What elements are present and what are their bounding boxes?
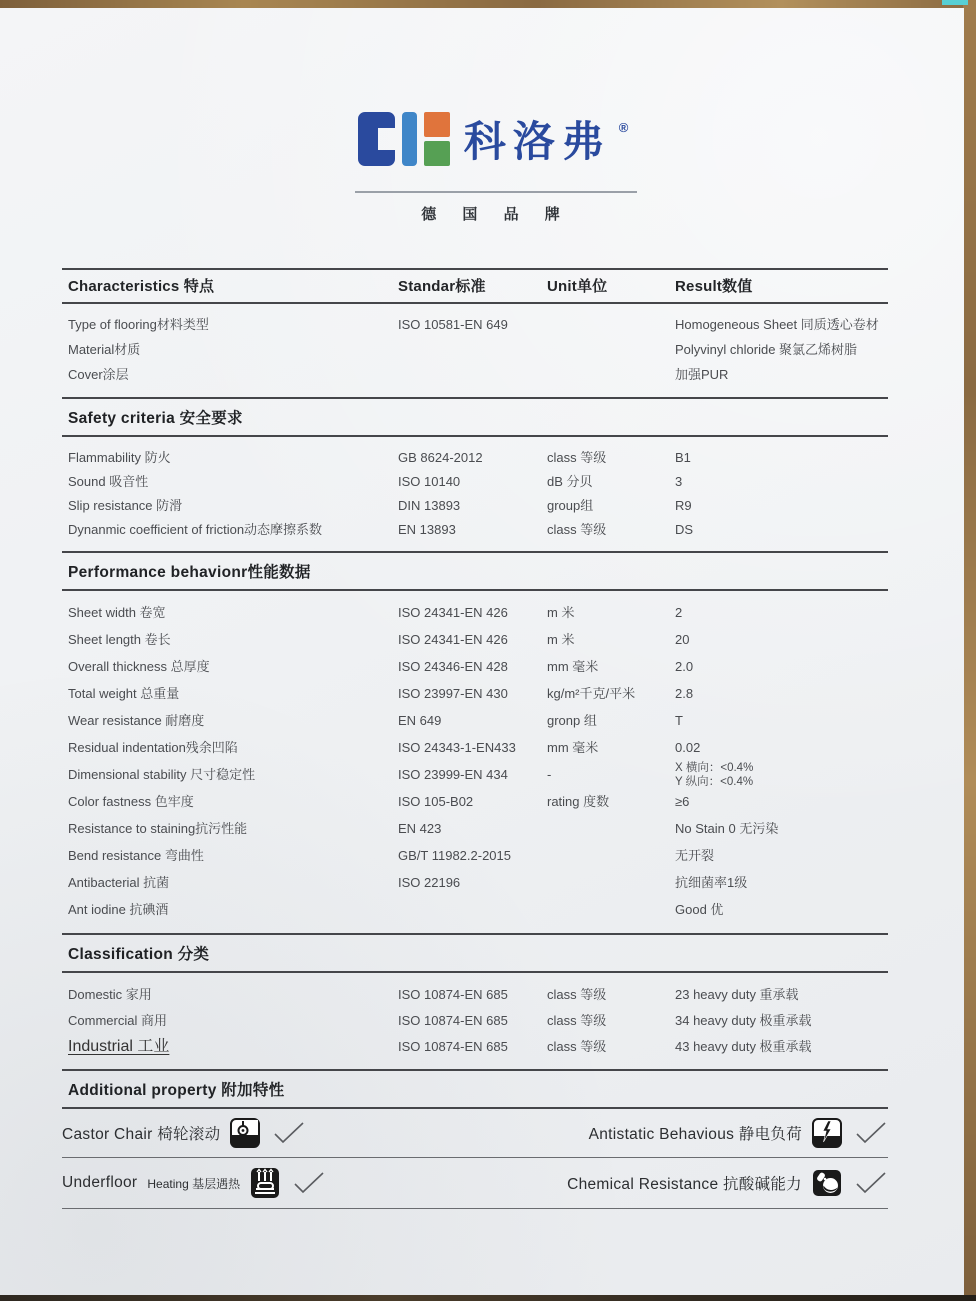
row-result (675, 762, 888, 788)
checkmark-icon (854, 1121, 888, 1145)
antistatic-label: Antistatic Behavious 静电负荷 (588, 1126, 802, 1143)
brand-logo (14, 112, 976, 224)
row-name: Total weight 总重量 (68, 686, 180, 702)
table-row (62, 654, 888, 681)
underfloor-heating-icon (250, 1167, 280, 1199)
chemical-resistance-icon (812, 1169, 842, 1197)
section-title-performance: Performance behavionr性能数据 (68, 564, 311, 581)
section-general (62, 304, 888, 397)
row-standard: ISO 24343-1-EN433 (398, 740, 516, 756)
table-row (62, 494, 888, 518)
col-header-standard: Standar标准 (398, 278, 486, 295)
table-row (62, 762, 888, 789)
table-background-bottom (0, 1295, 976, 1301)
row-standard: DIN 13893 (398, 497, 461, 513)
antistatic-item (589, 1109, 888, 1157)
table-row (62, 363, 888, 388)
row-name: Sheet length 卷长 (68, 632, 171, 648)
table-row (62, 870, 888, 897)
additional-row-2 (62, 1158, 888, 1208)
table-row (62, 1008, 888, 1034)
row-result: 2 (675, 605, 683, 621)
row-result: 3 (675, 473, 683, 489)
row-standard: ISO 105-B02 (398, 794, 474, 810)
castor-chair-label: Castor Chair 椅轮滚动 (62, 1126, 221, 1143)
table-row (62, 735, 888, 762)
row-standard: ISO 10874-EN 685 (398, 1012, 508, 1028)
row-name: Overall thickness 总厚度 (68, 659, 210, 675)
checkmark-icon (854, 1171, 888, 1195)
table-row (62, 789, 888, 816)
row-name: Material材质 (68, 342, 141, 358)
row-result: 加强PUR (675, 367, 729, 383)
table-row (62, 1034, 888, 1060)
row-name: Industrial 工业 (68, 1037, 170, 1055)
rule-bottom (62, 1208, 888, 1209)
row-name: Commercial 商用 (68, 1012, 167, 1028)
row-result: 43 heavy duty 极重承载 (675, 1038, 812, 1054)
table-row (62, 600, 888, 627)
registered-mark: ® (618, 120, 629, 135)
row-unit: mm 毫米 (547, 659, 599, 675)
row-name: Wear resistance 耐磨度 (68, 713, 205, 729)
row-standard: ISO 23997-EN 430 (398, 686, 508, 702)
row-result: ≥6 (675, 794, 690, 810)
chemical-resistance-label: Chemical Resistance 抗酸碱能力 (567, 1176, 802, 1193)
row-result: 23 heavy duty 重承载 (675, 986, 799, 1002)
table-row (62, 816, 888, 843)
row-unit: kg/m²千克/平米 (547, 686, 636, 702)
table-row (62, 627, 888, 654)
section-title-additional: Additional property 附加特性 (68, 1082, 285, 1099)
row-unit: gronp 组 (547, 713, 597, 729)
row-name: Flammability 防火 (68, 449, 171, 465)
table-row (62, 518, 888, 542)
row-name: Sheet width 卷宽 (68, 605, 166, 621)
underfloor-heating-label-small: Heating 基层遇热 (147, 1176, 241, 1191)
table-row (62, 708, 888, 735)
row-result: 20 (675, 632, 690, 648)
table-row (62, 470, 888, 494)
row-standard: ISO 10581-EN 649 (398, 317, 508, 333)
table-row (62, 313, 888, 338)
table-row (62, 897, 888, 924)
row-result: 2.0 (675, 659, 694, 675)
row-standard: ISO 10874-EN 685 (398, 986, 508, 1002)
row-standard: ISO 10874-EN 685 (398, 1038, 508, 1054)
row-result: 无开裂 (675, 848, 715, 864)
row-result: Good 优 (675, 902, 724, 918)
row-unit: mm 毫米 (547, 740, 599, 756)
row-unit: class 等级 (547, 986, 607, 1002)
row-unit: class 等级 (547, 449, 607, 465)
row-unit: m 米 (547, 605, 575, 621)
row-standard: EN 13893 (398, 521, 456, 537)
row-result: Polyvinyl chloride 聚氯乙烯树脂 (675, 342, 858, 358)
checkmark-icon (292, 1171, 326, 1195)
row-standard: GB 8624-2012 (398, 449, 483, 465)
spec-sheet-paper (0, 8, 964, 1296)
row-name: Antibacterial 抗菌 (68, 875, 170, 891)
castor-chair-icon (230, 1118, 260, 1148)
row-name: Sound 吸音性 (68, 473, 149, 489)
row-standard: ISO 24341-EN 426 (398, 605, 508, 621)
row-unit: m 米 (547, 632, 575, 648)
section-title-safety: Safety criteria 安全要求 (68, 410, 243, 427)
table-row (62, 982, 888, 1008)
table-header-row (62, 270, 888, 302)
row-name: Residual indentation残余凹陷 (68, 740, 238, 756)
row-unit: class 等级 (547, 521, 607, 537)
row-name: Bend resistance 弯曲性 (68, 848, 204, 864)
section-classification (62, 973, 888, 1069)
row-standard: EN 423 (398, 821, 442, 837)
section-performance (62, 591, 888, 933)
row-result: 抗细菌率1级 (675, 875, 748, 891)
row-standard: EN 649 (398, 713, 442, 729)
row-unit: class 等级 (547, 1012, 607, 1028)
checkmark-icon (272, 1121, 306, 1145)
row-result: 2.8 (675, 686, 694, 702)
spec-table (62, 268, 888, 1209)
row-name: Cover涂层 (68, 367, 129, 383)
castor-chair-item (62, 1109, 306, 1157)
row-name: Resistance to staining抗污性能 (68, 821, 248, 837)
row-standard: ISO 23999-EN 434 (398, 767, 508, 783)
row-standard: GB/T 11982.2-2015 (398, 848, 511, 864)
brand-name-cn: 科洛弗 (463, 117, 611, 165)
section-safety (62, 437, 888, 551)
row-unit: class 等级 (547, 1038, 607, 1054)
result-line-y: Y 纵向：<0.4% (675, 775, 754, 788)
row-unit: - (547, 767, 552, 783)
chemical-resistance-item (567, 1160, 888, 1206)
underfloor-heating-item (62, 1158, 326, 1208)
row-result: Homogeneous Sheet 同质透心卷材 (675, 317, 879, 333)
row-result: R9 (675, 497, 692, 513)
row-standard: ISO 24341-EN 426 (398, 632, 508, 648)
row-name: Slip resistance 防滑 (68, 497, 183, 513)
row-name: Color fastness 色牢度 (68, 794, 194, 810)
col-header-result: Result数值 (675, 278, 753, 295)
row-result: B1 (675, 449, 691, 465)
row-name: Type of flooring材料类型 (68, 317, 209, 333)
row-standard: ISO 10140 (398, 473, 461, 489)
additional-row-1 (62, 1109, 888, 1157)
row-result: No Stain 0 无污染 (675, 821, 779, 837)
row-result: 0.02 (675, 740, 701, 756)
background-sliver (942, 0, 968, 5)
brand-logo-icon (358, 112, 450, 171)
underfloor-heating-label: Underfloor (62, 1174, 138, 1191)
row-unit: rating 度数 (547, 794, 610, 810)
brand-tagline: 德 国 品 牌 (421, 206, 571, 223)
row-standard: ISO 24346-EN 428 (398, 659, 508, 675)
row-name: Domestic 家用 (68, 986, 152, 1002)
result-line-x: X 横向：<0.4% (675, 762, 754, 775)
table-row (62, 681, 888, 708)
section-title-classification: Classification 分类 (68, 946, 210, 963)
table-row (62, 843, 888, 870)
row-result: 34 heavy duty 极重承载 (675, 1012, 812, 1028)
row-name: Dynanmic coefficient of friction动态摩擦系数 (68, 521, 323, 537)
row-result: DS (675, 521, 694, 537)
logo-divider (355, 191, 637, 193)
row-standard: ISO 22196 (398, 875, 461, 891)
row-name: Dimensional stability 尺寸稳定性 (68, 767, 256, 783)
table-row (62, 338, 888, 363)
antistatic-icon (812, 1118, 842, 1148)
col-header-characteristics: Characteristics 特点 (68, 278, 215, 295)
col-header-unit: Unit单位 (547, 278, 608, 295)
row-unit: dB 分贝 (547, 473, 593, 489)
table-row (62, 446, 888, 470)
row-unit: group组 (547, 497, 594, 513)
row-result: T (675, 713, 683, 729)
row-name: Ant iodine 抗碘酒 (68, 902, 169, 918)
